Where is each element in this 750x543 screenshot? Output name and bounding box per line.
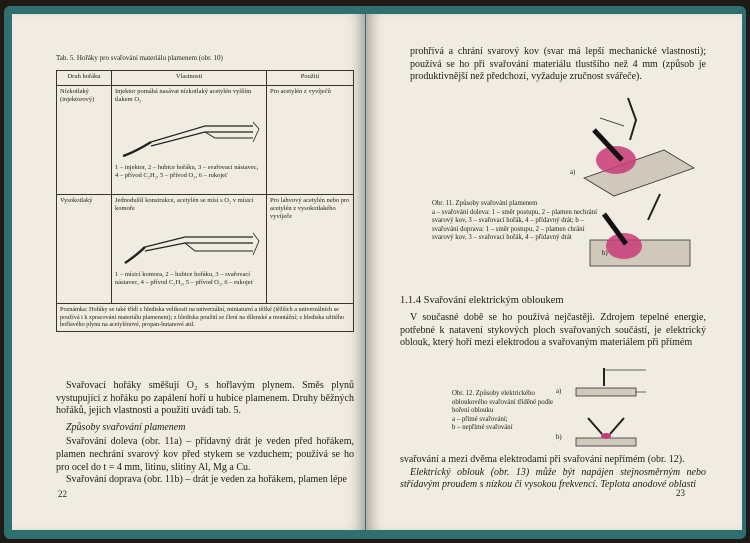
table-header: Druh hořáku [57,71,112,86]
table-cell [112,86,267,195]
table-header: Použití [267,71,354,86]
row-property: Jednodušší konstrukce, acetylén se mísí s O₂ v mísicí komoře [115,197,254,212]
table-row [57,195,354,304]
table-cell: Nízkotlaký (injektorový) [57,86,112,195]
figure-12-caption: Obr. 12. Způsoby elektrického obloukového svařování tříděné podle hoření oblouku a – přímé svařování; b – nepřímé svařování [452,390,553,432]
page-number: 23 [676,488,685,498]
right-top-text: prohřívá a chrání svarový kov (svar má lepší mechanické vlastnosti); používá se ho při svařování materiálu tlustšího než 4 mm (způsob je produktivnější než předchozí, vyžaduje zručnost svářeče). [410,46,706,83]
figure-12 [566,366,696,452]
page-number: 22 [58,489,67,499]
figure-11-caption: Obr. 11. Způsoby svařování plamenem a – svařování doleva: 1 – směr postupu, 2 – plamen nechrání svarový kov, 3 – svařovací hořák, 4 – přídavný drát; b – svařování doprava: 1 – směr postupu, 2 – plamen chrání svarový kov, 3 – svařovací hořák, 4 – přídavný drát [432,200,597,242]
table-cell: Vysokotlaký [57,195,112,304]
torch-figure-high [115,213,263,271]
table-header: Vlastnosti [112,71,267,86]
paragraph: Elektrický oblouk (obr. 13) může být napájen stejnosměrným nebo střídavým proudem s nízkou či vysokou frekvencí. Teplota anodové oblasti [400,466,706,491]
table-caption: Tab. 5. Hořáky pro svařování materiálu plamenem (obr. 10) [56,54,223,62]
low-pressure-torch-drawing [115,104,265,164]
paragraph: svařování a mezi dvěma elektrodami při svařování nepřímém (obr. 12). [400,454,685,465]
section-heading: 1.1.4 Svařování elektrickým obloukem [400,295,564,306]
arc-paragraph: V současné době se ho používá nejčastěji. Zdrojem tepelné energie, potřebné k natavení stykových ploch svařovaných součástí, je elektrický oblouk, který hoří mezi elektrodou a svařovaným materiálem při přímém [400,312,706,349]
high-pressure-torch-drawing [115,213,265,271]
table-cell [112,195,267,304]
paragraph: Svařování doleva (obr. 11a) – přídavný drát je veden před hořákem, plamen nechrání svarový kov před stykem se vzduchem; používá se ho pro ocel do t = 4 mm, litinu, slitiny Al, Mg a Cu. [56,436,354,473]
paragraph: Svařování doprava (obr. 11b) – drát je veden za hořákem, plamen lépe [66,474,347,486]
figure-label-b: b) [602,250,608,257]
right-page [366,14,742,530]
table-row [57,86,354,195]
left-page [12,14,365,530]
subheading: Způsoby svařování plamenem [66,421,186,433]
figure-label-b: b) [556,434,562,441]
left-body-text [56,380,354,487]
row-property: Injektor pomáhá nasávat nízkotlaký acetylén vyšším tlakem O₂ [115,88,252,103]
table-cell: Pro lahvový acetylén nebo pro acetylén z vysokotlakého vyvíječe [267,195,354,304]
torch-figure-low [115,104,263,164]
right-bottom-text [400,454,706,492]
table-cell: Pro acetylén z vyvíječů [267,86,354,195]
row-figure-caption: 1 – injektor, 2 – hubice hořáku, 3 – svařovací nástavec, 4 – přívod C₂H₂, 5 – přívod O₂, 6 – rukojeť [115,164,259,179]
paragraph: Svařovací hořáky směšují O₂ s hořlavým plynem. Směs plynů vystupující z hořáku po zapálení hoří u hubice plamenem. Druhy běžných hořáků, jejich vlastnosti a použití uvádí tab. 5. [56,380,354,417]
row-figure-caption: 1 – mísicí komora, 2 – hubice hořáku, 3 – svařovací nástavec, 4 – přívod C₂H₂, 5 – přívod O₂, 6 – rukojeť [115,271,254,286]
table-5 [56,70,354,332]
figure-label-a: a) [570,169,576,176]
figure-11a [564,78,704,198]
figure-label-a: a) [556,388,562,395]
table-note: Poznámka: Hořáky se také třídí z hlediska velikosti na univerzální, miniaturní a těžké (těžších a univerzálních se používá i k zpracování materiálu plamenem); z hlediska použití se člení na dílenské a montážní; z hlediska užitého hořlavého plynu na acetylénové, propan-butanové atd. [57,304,354,332]
